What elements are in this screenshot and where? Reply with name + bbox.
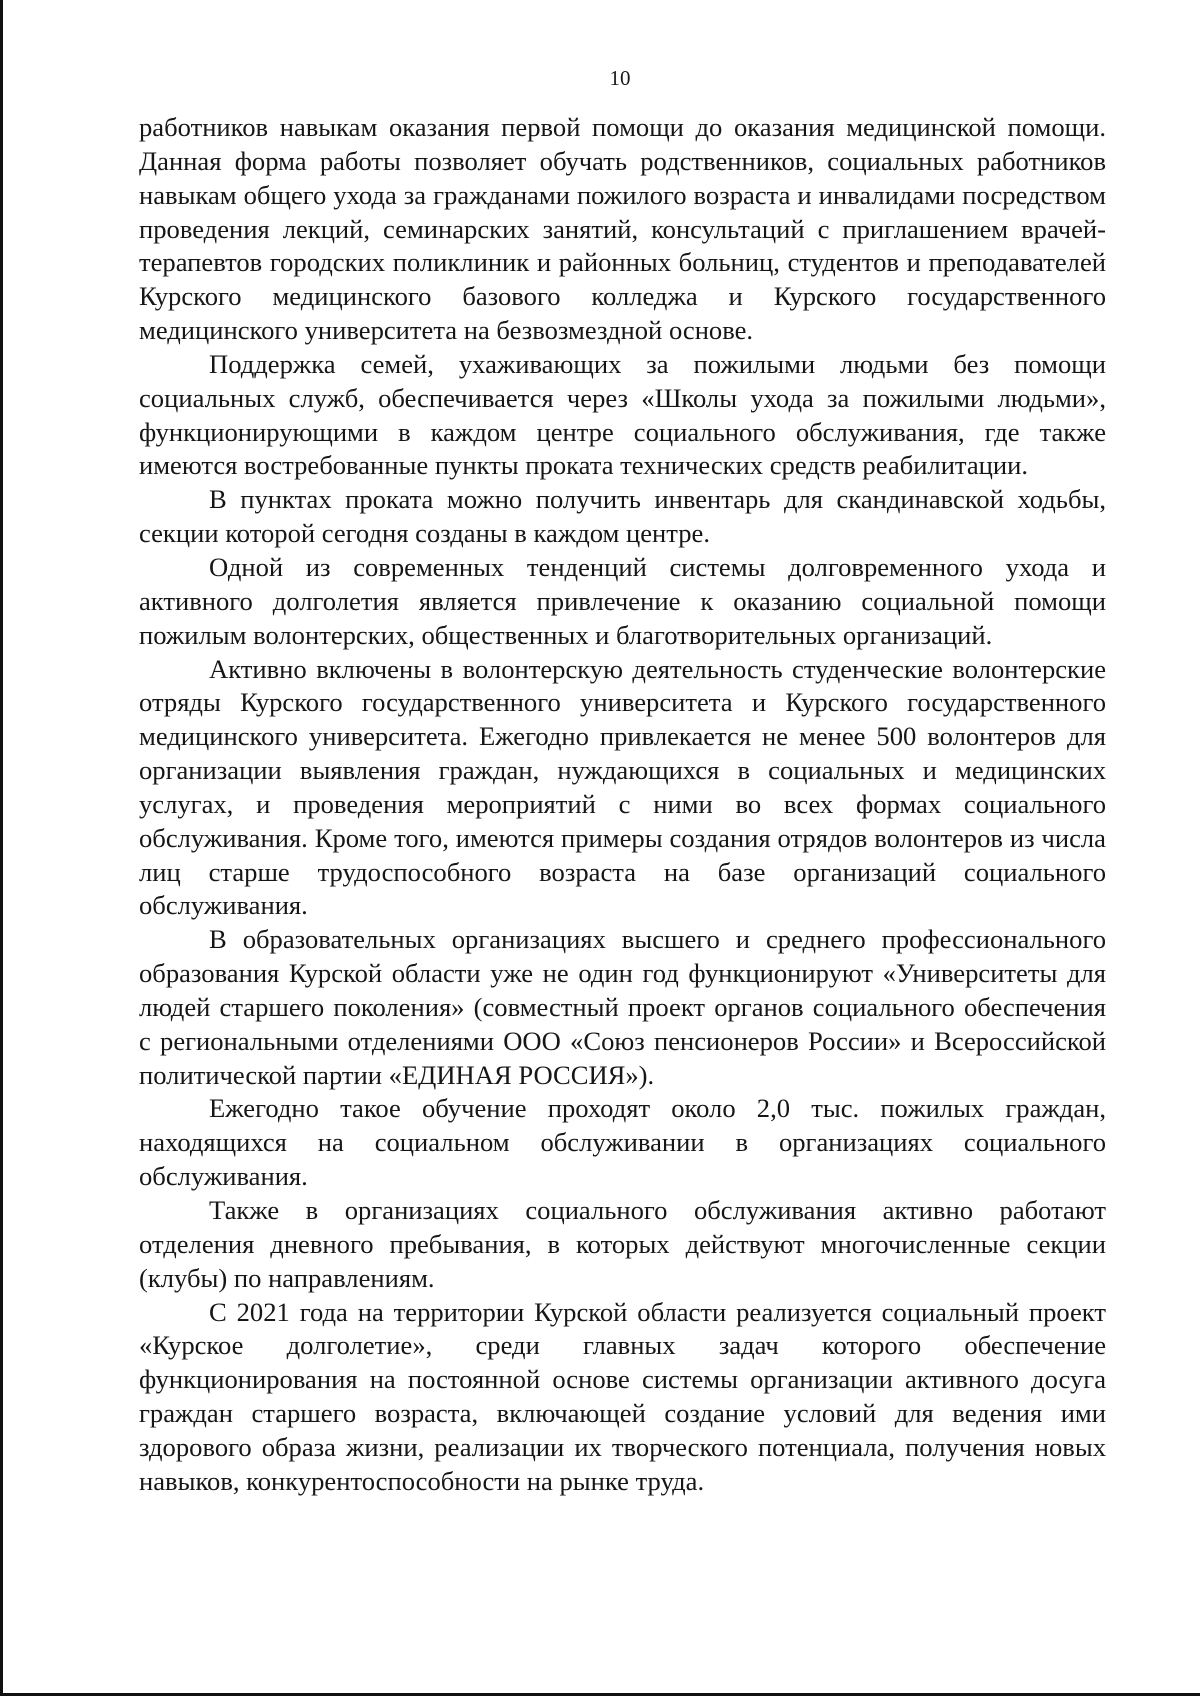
paragraph-volunteers: Активно включены в волонтерскую деятельность студенческие волонтерские отряды Курского государственного университета и Курского государственного медицинского университета. Ежегодно привлекается не менее 500 волонтеров для организации выявления граждан, нуждающихся в социальных и медицинских услугах, и проведения мероприятий с ними во всех формах социального обслуживания. Кроме того, имеются примеры создания отрядов волонтеров из числа лиц старше трудоспособного возраста на базе организаций социального обслуживания. [139, 653, 1106, 921]
paragraph-trends: Одной из современных тенденций системы долговременного ухода и активного долголетия является привлечение к оказанию социальной помощи пожилым волонтерских, общественных и благотворительных организаций. [139, 551, 1106, 650]
scan-edge-left [0, 0, 3, 1696]
paragraph-day-care: Также в организациях социального обслуживания активно работают отделения дневного пребывания, в которых действуют многочисленные секции (клубы) по направлениям. [139, 1195, 1106, 1293]
paragraph-universities: В образовательных организациях высшего и среднего профессионального образования Курской области уже не один год функционируют «Университеты для людей старшего поколения» (совместный проект органов социального обеспечения с региональными отделениями ООО «Союз пенсионеров России» и Всероссийской политической партии «ЕДИНАЯ РОССИЯ»). [139, 924, 1106, 1090]
paragraph-kursk-longevity: С 2021 года на территории Курской области реализуется социальный проект «Курское долголетие», среди главных задач которого обеспечение функционирования на постоянной основе системы организации активного досуга граждан старшего возраста, включающей создание условий для ведения ими здорового образа жизни, реализации их творческого потенциала, получения новых навыков, конкурентоспособности на рынке труда. [139, 1296, 1106, 1496]
paragraph-rental-points: В пунктах проката можно получить инвентарь для скандинавской ходьбы, секции которой сегодня созданы в каждом центре. [139, 484, 1106, 549]
paragraph-family-support: Поддержка семей, ухаживающих за пожилыми людьми без помощи социальных служб, обеспечивается через «Школы ухода за пожилыми людьми», функционирующими в каждом центре социального обслуживания, где также имеются востребованные пункты проката технических средств реабилитации. [139, 348, 1106, 481]
page-number: 10 [609, 66, 631, 90]
document-body [139, 111, 1106, 1499]
paragraph-continuation: работников навыкам оказания первой помощи до оказания медицинской помощи. Данная форма работы позволяет обучать родственников, социальных работников навыкам общего ухода за гражданами пожилого возраста и инвалидами посредством проведения лекций, семинарских занятий, консультаций с приглашением врачей-терапевтов городских поликлиник и районных больниц, студентов и преподавателей Курского медицинского базового колледжа и Курского государственного медицинского университета на безвозмездной основе. [139, 112, 1106, 346]
paragraph-annual-training: Ежегодно такое обучение проходят около 2,0 тыс. пожилых граждан, находящихся на социальном обслуживании в организациях социального обслуживания. [139, 1093, 1106, 1192]
